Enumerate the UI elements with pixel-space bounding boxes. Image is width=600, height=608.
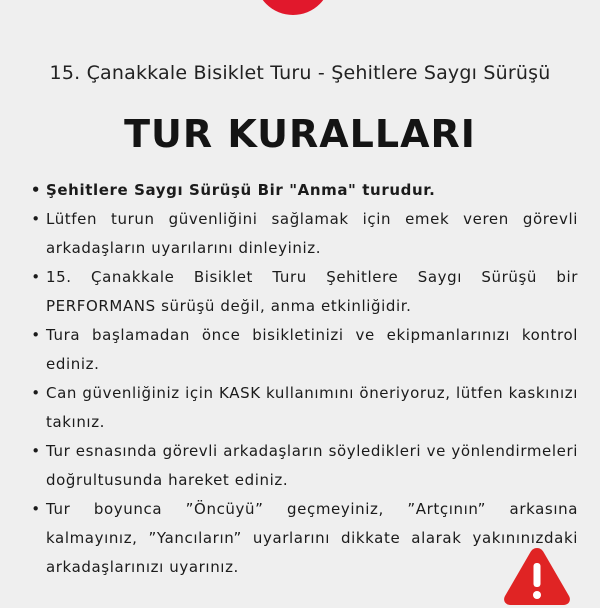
rule-item — [30, 379, 578, 437]
bullet: • — [31, 500, 41, 518]
rule-text: Lütfen turun güvenliğini sağlamak için emek veren görevli arkadaşların uyarılarını dinleyiniz. — [46, 210, 578, 257]
bullet: • — [31, 210, 41, 228]
rule-item — [30, 176, 578, 205]
rule-text: Tur esnasında görevli arkadaşların söyledikleri ve yönlendirmeleri doğrultusunda hareket ediniz. — [46, 442, 578, 489]
event-subtitle: 15. Çanakkale Bisiklet Turu - Şehitlere Saygı Sürüşü — [49, 62, 551, 84]
rule-text: 15. Çanakkale Bisiklet Turu Şehitlere Saygı Sürüşü bir PERFORMANS sürüşü değil, anma etkinliğidir. — [46, 268, 578, 315]
rule-text: Şehitlere Saygı Sürüşü Bir "Anma" turudur. — [46, 181, 436, 199]
bullet: • — [31, 442, 41, 460]
rule-item — [30, 263, 578, 321]
rule-text: Can güvenliğiniz için KASK kullanımını öneriyoruz, lütfen kaskınızı takınız. — [46, 384, 578, 431]
bullet: • — [31, 268, 41, 286]
rule-item — [30, 321, 578, 379]
bullet: • — [31, 384, 41, 402]
warning-icon — [501, 544, 573, 608]
rule-text: Tura başlamadan önce bisikletinizi ve ekipmanlarınızı kontrol ediniz. — [46, 326, 578, 373]
page-title: TUR KURALLARI — [124, 112, 476, 156]
rule-item — [30, 205, 578, 263]
rule-item — [30, 437, 578, 495]
bullet: • — [31, 326, 41, 344]
rule-text: Tur boyunca ”Öncüyü” geçmeyiniz, ”Artçının” arkasına kalmayınız, ”Yancıların” uyarlarını dikkate alarak yakınınızdaki arkadaşlarınızı uyarınız. — [46, 500, 578, 576]
crescent-icon — [254, 0, 332, 16]
rule-item — [30, 495, 578, 582]
bullet: • — [30, 181, 42, 199]
rules-list — [30, 176, 578, 582]
